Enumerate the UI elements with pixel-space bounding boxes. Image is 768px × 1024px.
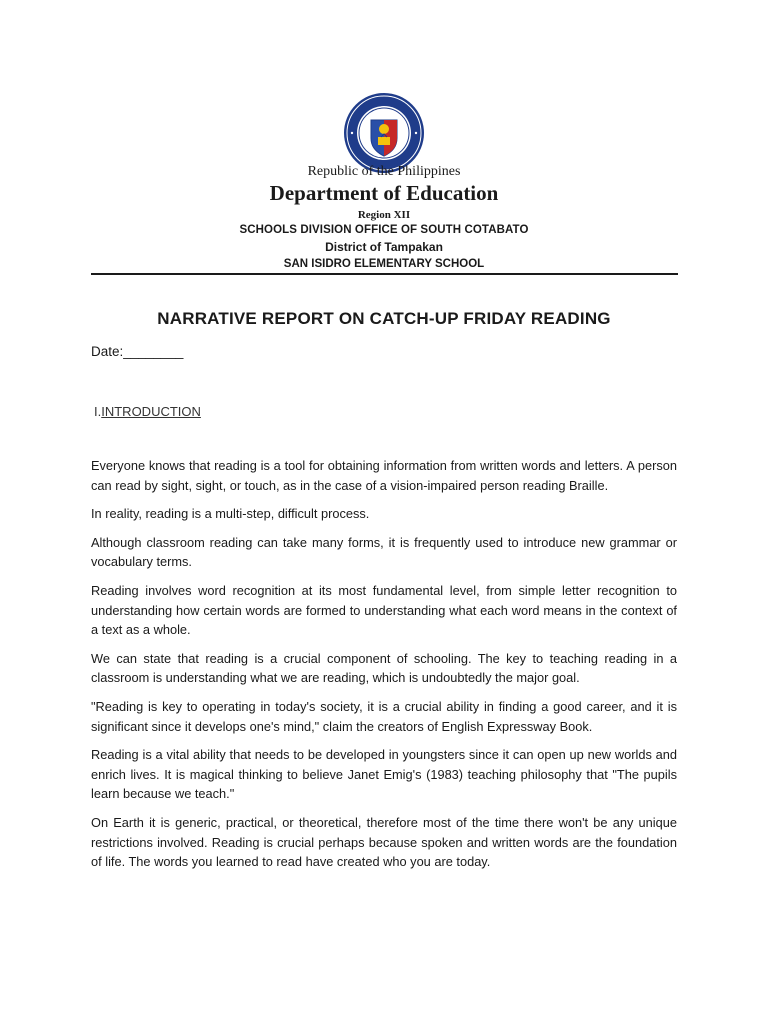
paragraph: We can state that reading is a crucial component of schooling. The key to teaching reading in a classroom is understanding what we are reading, which is undoubtedly the major goal.: [91, 650, 677, 686]
paragraph: "Reading is key to operating in today's society, it is a crucial ability in finding a good career, and it is significant since it develops one's mind," claim the creators of English Expressway Book.: [91, 698, 677, 734]
section-title: INTRODUCTION: [101, 404, 201, 419]
region-line: Region XII: [357, 209, 411, 221]
date-field: Date:________: [91, 344, 184, 359]
department-name: Department of Education: [269, 181, 499, 205]
paragraph: Reading involves word recognition at its most fundamental level, from simple letter recognition to understanding how certain words are formed to understanding what each word means in the context of a text as a whole.: [91, 582, 677, 638]
section-number: I.: [94, 404, 102, 419]
district-line: District of Tampakan: [325, 240, 443, 254]
paragraph: Reading is a vital ability that needs to be developed in youngsters since it can open up new worlds and enrich lives. It is magical thinking to believe Janet Emig's (1983) teaching philosophy that "The pupils learn because we teach.": [91, 747, 677, 802]
report-body: [91, 456, 677, 881]
division-line: SCHOOLS DIVISION OFFICE OF SOUTH COTABATO: [239, 224, 529, 236]
deped-seal-icon: [343, 92, 425, 174]
school-name: SAN ISIDRO ELEMENTARY SCHOOL: [283, 258, 485, 270]
paragraph: Although classroom reading can take many forms, it is frequently used to introduce new grammar or vocabulary terms.: [91, 534, 677, 570]
paragraph: Everyone knows that reading is a tool for obtaining information from written words and letters. A person can read by sight, sight, or touch, as in the case of a vision-impaired person reading Braille.: [91, 458, 677, 493]
section-heading: [94, 404, 201, 419]
report-title: NARRATIVE REPORT ON CATCH-UP FRIDAY READING: [157, 309, 611, 328]
paragraph: On Earth it is generic, practical, or theoretical, therefore most of the time there won't be any unique restrictions involved. Reading is crucial perhaps because spoken and written words are the foundation of life. The words you learned to read have created who you are today.: [91, 814, 677, 870]
header-divider: [91, 273, 678, 275]
paragraph: In reality, reading is a multi-step, difficult process.: [91, 506, 370, 522]
republic-line: Republic of the Philippines: [307, 164, 461, 179]
